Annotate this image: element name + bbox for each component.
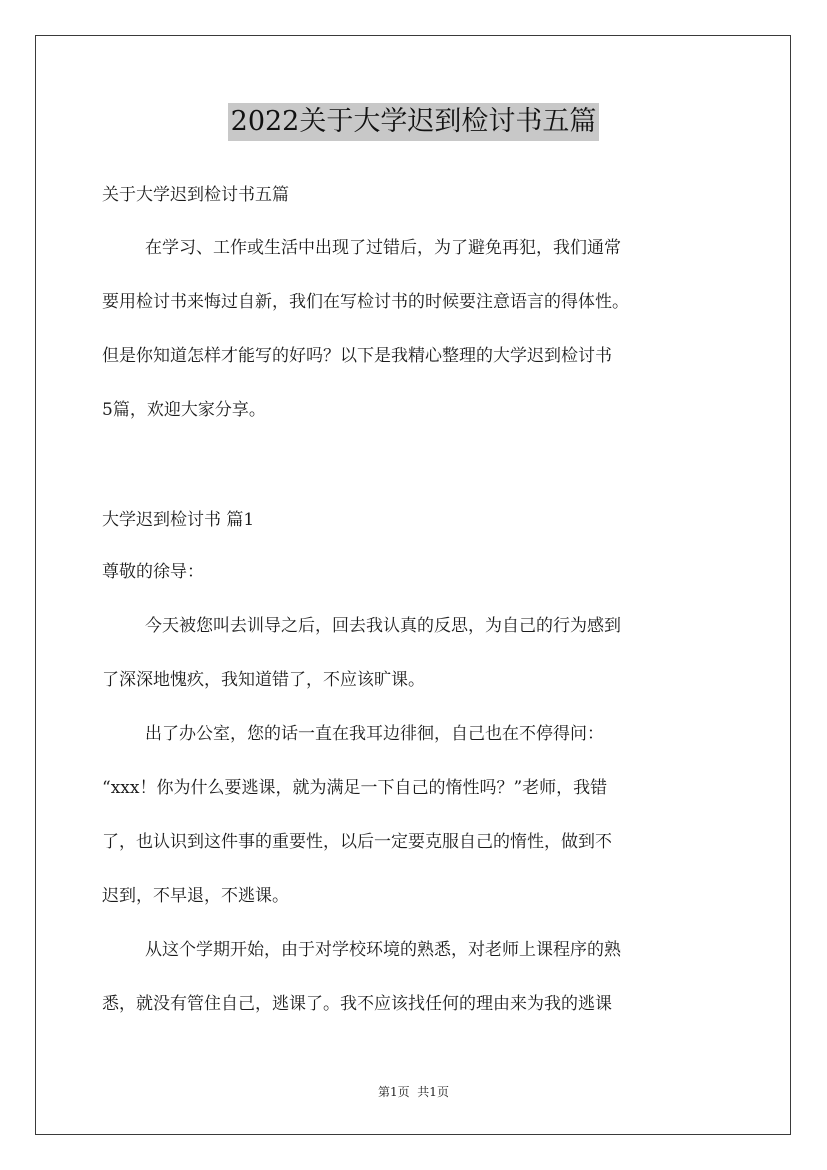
paragraph-line: “xxx！你为什么要逃课，就为满足一下自己的惰性吗？”老师，我错 <box>102 778 608 798</box>
paragraph-line: 了，也认识到这件事的重要性，以后一定要克服自己的惰性，做到不 <box>102 832 612 852</box>
paragraph-line: 了深深地愧疚，我知道错了，不应该旷课。 <box>102 670 425 690</box>
section-heading: 大学迟到检讨书 篇1 <box>102 510 255 530</box>
paragraph-line: 但是你知道怎样才能写的好吗？以下是我精心整理的大学迟到检讨书 <box>102 346 612 366</box>
paragraph-line: 悉，就没有管住自己，逃课了。我不应该找任何的理由来为我的逃课 <box>102 994 612 1014</box>
page-number-footer: 第1页 共1页 <box>378 1085 449 1099</box>
subtitle-line: 关于大学迟到检讨书五篇 <box>102 185 289 205</box>
document-title <box>0 103 827 141</box>
paragraph-line: 迟到，不早退，不逃课。 <box>102 886 289 906</box>
paragraph-line: 出了办公室，您的话一直在我耳边徘徊，自己也在不停得问： <box>145 724 604 744</box>
paragraph-line: 在学习、工作或生活中出现了过错后，为了避免再犯，我们通常 <box>145 238 621 258</box>
paragraph-line: 要用检讨书来悔过自新，我们在写检讨书的时候要注意语言的得体性。 <box>102 292 629 312</box>
paragraph-line: 5篇，欢迎大家分享。 <box>102 400 266 420</box>
paragraph-line: 今天被您叫去训导之后，回去我认真的反思，为自己的行为感到 <box>145 616 621 636</box>
salutation-line: 尊敬的徐导： <box>102 562 204 582</box>
document-title-text: 2022关于大学迟到检讨书五篇 <box>228 103 600 141</box>
paragraph-line: 从这个学期开始，由于对学校环境的熟悉，对老师上课程序的熟 <box>145 940 621 960</box>
